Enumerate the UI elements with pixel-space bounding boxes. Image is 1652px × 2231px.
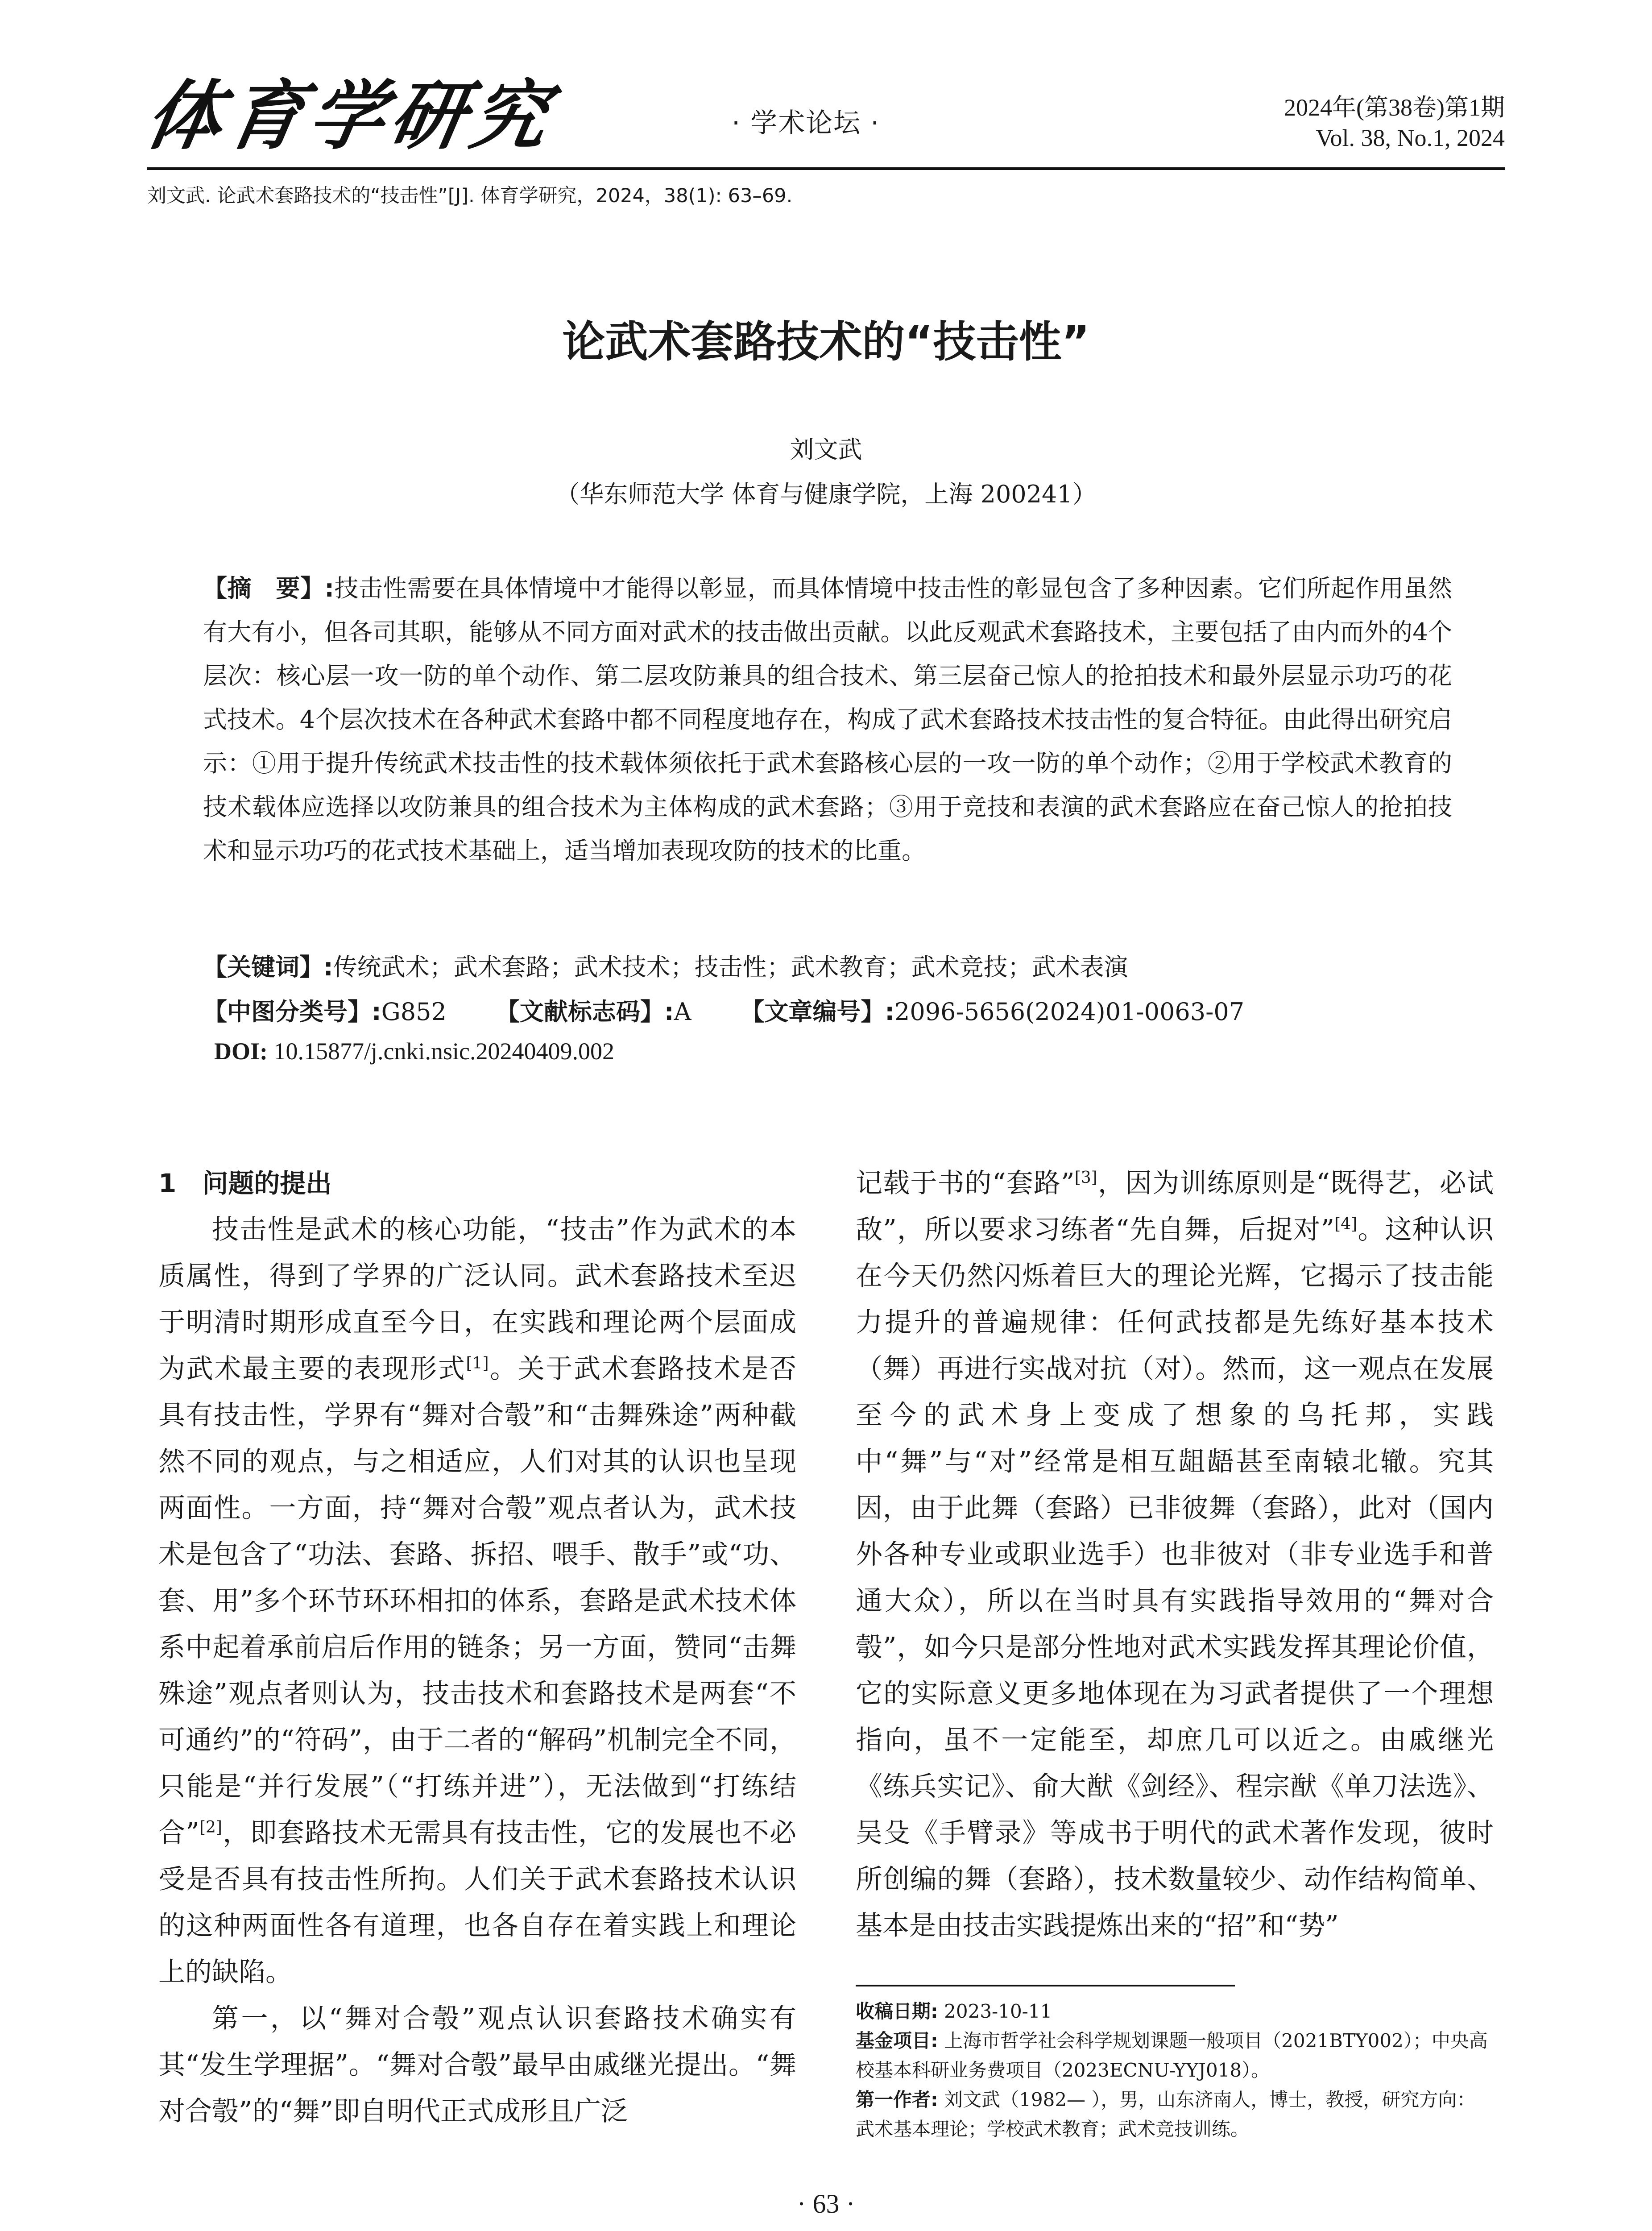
keywords <box>203 948 1452 983</box>
keywords-label: 【关键词】: <box>203 953 333 981</box>
column-tag: · 学术论坛 · <box>732 108 880 139</box>
footnote-divider <box>856 1985 1235 1986</box>
footnotes <box>856 1997 1494 2144</box>
abstract-label: 【摘 要】: <box>203 574 334 602</box>
header-divider <box>147 167 1505 170</box>
doc-code-label: 【文献标志码】: <box>495 998 674 1026</box>
abstract <box>203 567 1452 873</box>
paragraph: 记载于书的“套路”[3]，因为训练原则是“既得艺，必试敌”，所以要求习练者“先自舞，后捉对”[4]。这种认识在今天仍然闪烁着巨大的理论光辉，它揭示了技击能力提升的普遍规律：任何武技都是先练好基本技术（舞）再进行实战对抗（对）。然而，这一观点在发展至今的武术身上变成了想象的乌托邦，实践中“舞”与“对”经常是相互龃龉甚至南辕北辙。究其因，由于此舞（套路）已非彼舞（套路），此对（国内外各种专业或职业选手）也非彼对（非专业选手和普通大众），所以在当时具有实践指导效用的“舞对合彀”，如今只是部分性地对武术实践发挥其理论价值，它的实际意义更多地体现在为习武者提供了一个理想指向，虽不一定能至，却庶几可以近之。由戚继光《练兵实记》、俞大猷《剑经》、程宗猷《单刀法选》、吴殳《手臂录》等成书于明代的武术著作发现，彼时所创编的舞（套路），技术数量较少、动作结构简单、基本是由技击实践提炼出来的“招”和“势” <box>856 1168 1494 1941</box>
classification-line <box>203 993 1244 1027</box>
doi-link[interactable]: 10.15877/j.cnki.nsic.20240409.002 <box>273 1038 614 1065</box>
footnote-author: 第一作者: 刘文武（1982— ），男，山东济南人，博士，教授，研究方向：武术基本理论；学校武术教育；武术竞技训练。 <box>856 2089 1476 2140</box>
citation-line: 刘文武. 论武术套路技术的“技击性”[J]. 体育学研究，2024，38(1): 63–69. <box>147 185 793 207</box>
doi-label: DOI: <box>214 1038 268 1065</box>
footnote-fund: 基金项目: 上海市哲学社会科学规划课题一般项目（2021BTY002）；中央高校基本科研业务费项目（2023ECNU-YYJ018）。 <box>856 2030 1488 2081</box>
journal-logo: 体育学研究 <box>139 71 561 160</box>
citation-ref[interactable]: [1] <box>466 1354 489 1373</box>
author-name: 刘文武 <box>790 435 862 464</box>
body-column-right <box>856 1160 1494 1949</box>
doi-line <box>214 1037 614 1065</box>
paragraph: 第一，以“舞对合彀”观点认识套路技术确实有其“发生学理据”。“舞对合彀”最早由戚继光提出。“舞对合彀”的“舞”即自明代正式成形且广泛 <box>158 2003 796 2127</box>
article-number-label: 【文章编号】: <box>740 998 895 1026</box>
section-heading: 1 问题的提出 <box>158 1168 332 1198</box>
paragraph: 技击性是武术的核心功能，“技击”作为武术的本质属性，得到了学界的广泛认同。武术套路技术至迟于明清时期形成直至今日，在实践和理论两个层面成为武术最主要的表现形式[1]。关于武术套路技术是否具有技击性，学界有“舞对合彀”和“击舞殊途”两种截然不同的观点，与之相适应，人们对其的认识也呈现两面性。一方面，持“舞对合彀”观点者认为，武术技术是包含了“功法、套路、拆招、喂手、散手”或“功、套、用”多个环节环环相扣的体系，套路是武术技术体系中起着承前启后作用的链条；另一方面，赞同“击舞殊途”观点者则认为，技击技术和套路技术是两套“不可通约”的“符码”，由于二者的“解码”机制完全不同，只能是“并行发展”（“打练并进”），无法做到“打练结合”[2]，即套路技术无需具有技击性，它的发展也不必受是否具有技击性所拘。人们关于武术套路技术认识的这种两面性各有道理，也各自存在着实践上和理论上的缺陷。 <box>158 1214 796 1988</box>
author-affiliation: （华东师范大学 体育与健康学院，上海 200241） <box>555 480 1097 508</box>
page-number: · 63 · <box>797 2189 855 2219</box>
citation-ref[interactable]: [2] <box>199 1818 222 1837</box>
article-title: 论武术套路技术的“技击性” <box>562 317 1090 367</box>
clc-label: 【中图分类号】: <box>203 998 381 1026</box>
citation-ref[interactable]: [4] <box>1334 1215 1358 1233</box>
issue-info-en: Vol. 38, No.1, 2024 <box>1316 124 1505 151</box>
issue-info-cn: 2024年(第38卷)第1期 <box>1284 94 1505 121</box>
article-number-value: 2096-5656(2024)01-0063-07 <box>894 998 1245 1026</box>
abstract-text: 技击性需要在具体情境中才能得以彰显，而具体情境中技击性的彰显包含了多种因素。它们所起作用虽然有大有小，但各司其职，能够从不同方面对武术的技击做出贡献。以此反观武术套路技术，主要包括了由内而外的4个层次：核心层一攻一防的单个动作、第二层攻防兼具的组合技术、第三层奋己惊人的抢拍技术和最外层显示功巧的花式技术。4个层次技术在各种武术套路中都不同程度地存在，构成了武术套路技术技击性的复合特征。由此得出研究启示：①用于提升传统武术技击性的技术载体须依托于武术套路核心层的一攻一防的单个动作；②用于学校武术教育的技术载体应选择以攻防兼具的组合技术为主体构成的武术套路；③用于竞技和表演的武术套路应在奋己惊人的抢拍技术和显示功巧的花式技术基础上，适当增加表现攻防的技术的比重。 <box>203 574 1452 865</box>
keywords-text: 传统武术；武术套路；武术技术；技击性；武术教育；武术竞技；武术表演 <box>333 953 1128 981</box>
citation-ref[interactable]: [3] <box>1074 1169 1097 1187</box>
doc-code-value: A <box>674 998 691 1026</box>
clc-value: G852 <box>381 998 447 1026</box>
body-column-left <box>158 1160 796 2135</box>
footnote-received: 收稿日期: 2023-10-11 <box>856 2000 1052 2022</box>
